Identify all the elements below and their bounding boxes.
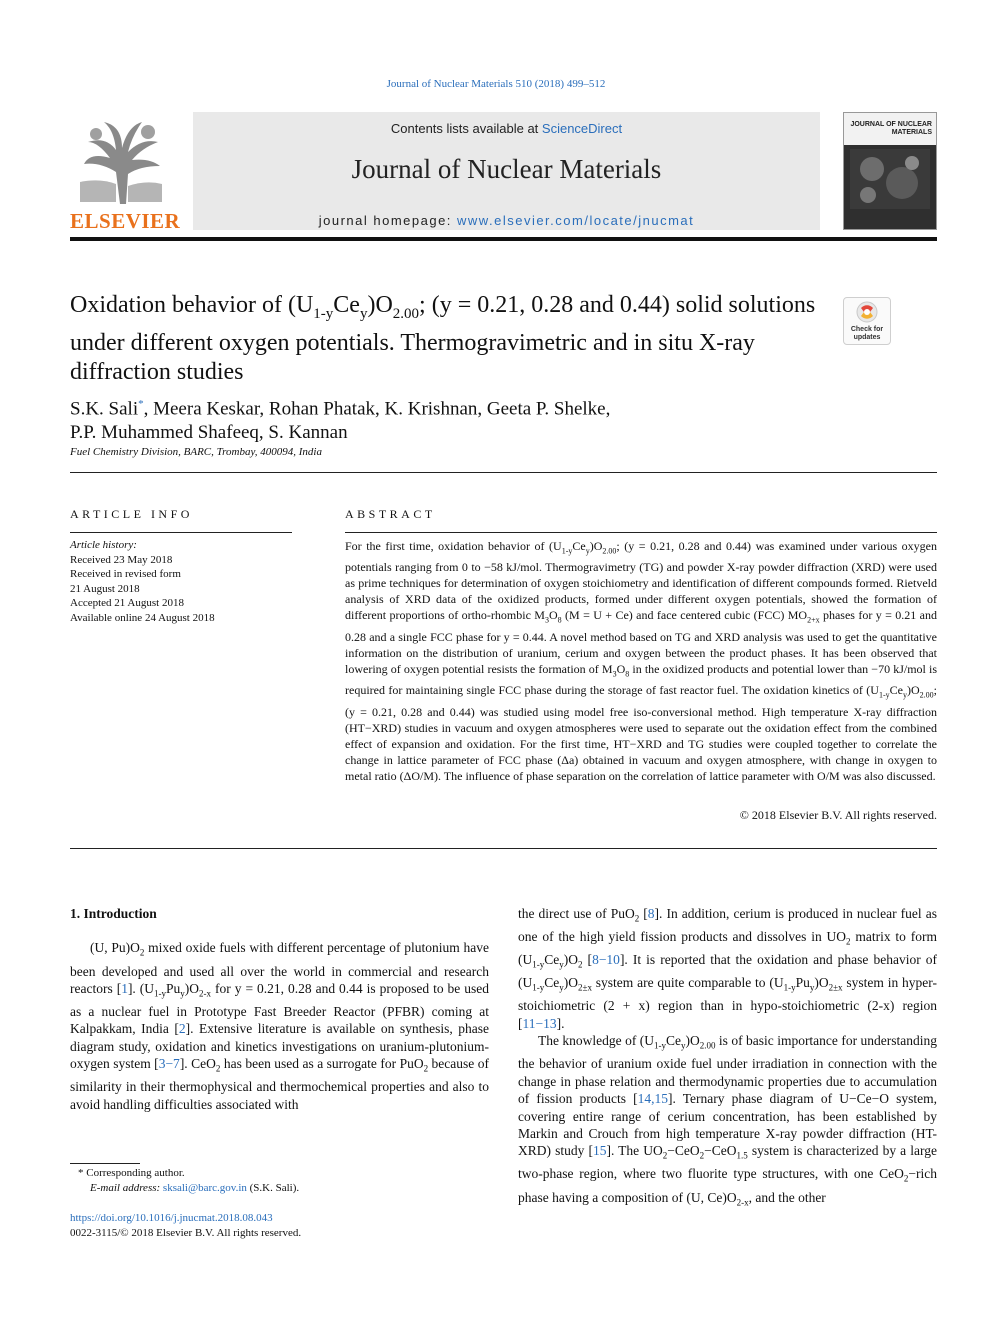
publisher-name: ELSEVIER — [70, 209, 181, 233]
elsevier-logo — [70, 112, 181, 233]
check-updates-label: Check for updates — [850, 326, 884, 341]
journal-homepage — [193, 213, 820, 228]
co-authors-line2: P.P. Muhammed Shafeeq, S. Kannan — [70, 422, 348, 444]
abstract-end-rule — [70, 848, 937, 849]
sciencedirect-link[interactable]: ScienceDirect — [541, 121, 623, 136]
history-title: Article history: — [70, 539, 137, 551]
tree-logo-icon — [70, 112, 172, 208]
email-line — [70, 1181, 490, 1196]
doi-block — [70, 1211, 301, 1241]
check-for-updates-button[interactable] — [843, 297, 891, 345]
abstract-text: For the first time, oxidation behavior of $(U_{1-y}Ce_y)O_{2.00}$; (y = 0.21, 0.28 and 0.44) was examined under various oxygen potentials ranging from 0 to −58 kJ/mol. Thermogravimetry (TG) and powder X-ray powder diffraction (XRD) were used as prime techniques for determination of oxygen stoichiometry and identification of different compounds formed. Rietveld analysis of XRD data of the oxidized products, formed under different oxygen potentials, showed the formation of different proportions of ortho-rhombic $M_3O_8$ (M = U + Ce) and face centered cubic (FCC) $MO_{2+x}$ phases for y = 0.21 and 0.28 and a single FCC phase for y = 0.44. A novel method based on TG and XRD analysis was used to get the quantitative information on the distribution of uranium, cerium and oxygen between the product phases. It has been observed that lowering of oxygen potential resists the formation of $M_3O_8$ in the oxidized products and potential lower than −70 kJ/mol is required for maintaining single FCC phase during the storage of fast reactor fuel. The oxidation kinetics of $(U_{1-y}Ce_y)O_{2.00}$; (y = 0.21, 0.28 and 0.44) was studied using model free iso-conversional method. High temperature X-ray diffraction (HT−XRD) studies in vacuum and oxygen atmospheres were used to separate out the oxidation effect from the combined effect of expansion and oxidation. For the first time, HT−XRD and TG studies were coupled together to correlate the change in lattice parameter of FCC phase (Δa) obtained in vacuum and oxygen atmosphere, with change in oxygen to metal ratio (ΔO/M). The influence of phase separation on the correlation of lattice parameter with O/M was also discussed. — [345, 539, 938, 783]
history-online: Available online 24 August 2018 — [70, 611, 215, 624]
doi-link[interactable]: https://doi.org/10.1016/j.jnucmat.2018.08.043 — [70, 1212, 273, 1224]
author-list — [70, 392, 870, 445]
journal-cover-thumbnail[interactable] — [843, 112, 937, 230]
email-link[interactable]: sksali@barc.gov.in — [162, 1182, 247, 1194]
ref-link[interactable]: 15 — [592, 1143, 607, 1159]
cover-title: JOURNAL OF NUCLEAR MATERIALS — [850, 121, 932, 136]
email-label: E-mail address: — [90, 1182, 163, 1194]
ref-link[interactable]: 8−10 — [592, 952, 620, 968]
contents-prefix: Contents lists available at — [390, 121, 542, 136]
corresponding-author-note: * Corresponding author. — [78, 1167, 185, 1179]
ref-link[interactable]: 14,15 — [637, 1091, 668, 1107]
section-title-introduction: 1. Introduction — [70, 906, 157, 921]
article-history — [70, 538, 320, 625]
footnote — [70, 1166, 490, 1196]
affiliation: Fuel Chemistry Division, BARC, Trombay, 400094, India — [70, 446, 322, 458]
crossmark-icon — [844, 298, 890, 326]
footnote-rule — [70, 1163, 140, 1164]
contents-line — [193, 121, 820, 136]
history-received: Received 23 May 2018 — [70, 553, 173, 566]
ref-link[interactable]: 2 — [178, 1021, 186, 1037]
history-accepted: Accepted 21 August 2018 — [70, 597, 184, 609]
body-column-left — [70, 905, 489, 1113]
journal-name: Journal of Nuclear Materials — [351, 154, 662, 184]
ref-link[interactable]: 11−13 — [522, 1015, 557, 1031]
history-revised-date: 21 August 2018 — [70, 582, 140, 595]
homepage-label: journal homepage: — [318, 213, 458, 228]
article-info-rule — [70, 532, 292, 533]
ref-link[interactable]: 3−7 — [158, 1056, 180, 1072]
corresponding-author-mark[interactable]: * — [138, 398, 144, 410]
homepage-link[interactable]: www.elsevier.com/locate/jnucmat — [457, 213, 695, 228]
email-suffix: (S.K. Sali). — [246, 1182, 300, 1194]
issn-line: 0022-3115/© 2018 Elsevier B.V. All rights reserved. — [70, 1227, 302, 1239]
ref-link[interactable]: 8 — [647, 906, 655, 921]
ref-link[interactable]: 1 — [121, 980, 128, 996]
abstract-copyright: © 2018 Elsevier B.V. All rights reserved. — [739, 808, 937, 822]
history-revised-label: Received in revised form — [70, 568, 181, 580]
article-info-heading: ARTICLE INFO — [70, 507, 193, 521]
intro-paragraph-1: (U, $Pu)O_2$ mixed oxide fuels with different percentage of plutonium have been developed and used all over the world in commercial and research reactors [1]. $(U_{1-y}Pu_y)O_{2-x}$ for y = 0.21, 0.28 and 0.44 is proposed to be used as a nuclear fuel in Prototype Fast Breeder Reactor (PFBR) coming at Kalpakkam, India [2]. Extensive literature is available on synthesis, phase diagram study, oxidation and kinetics investigations on uranium-plutonium-oxygen system [3−7]. CeO$_2$ has been used as a surrogate for PuO$_2$ because of similarity in their thermophysical and thermochemical properties and also to avoid handling difficulties associated with — [70, 940, 489, 1112]
author-link[interactable]: S.K. Sali — [70, 398, 139, 420]
title-rule — [70, 472, 937, 473]
article-title: Oxidation behavior of $(U_{1-y}Ce_y)O_{2.00}$; (y = 0.21, 0.28 and 0.44) solid solutions under different oxygen potentials. Thermogravimetric and in situ X-ray diffraction studies — [70, 292, 816, 385]
cover-image-icon — [850, 149, 930, 209]
intro-paragraph-2: The knowledge of $(U_{1-y}Ce_y)O_{2.00}$ is of basic importance for understanding the behavior of uranium oxide fuel under irradiation in connection with the change in phase relation and thermodynamic properties due to accumulation of fission products [14,15]. Ternary phase diagram of U−Ce−O system, covering entire range of cerium concentration, has been established by Markin and Crouch from high temperature X-ray powder diffraction (HT-XRD) study [15]. The $UO_2-CeO_2-CeO_{1.5}$ system is characterized by a large two-phase region, where two fluorite type structures, with one CeO$_2$−rich phase having a composition of (U, $Ce)O_{2-x}$, and the other — [518, 1033, 937, 1208]
co-authors: , Meera Keskar, Rohan Phatak, K. Krishnan, Geeta P. Shelke, — [143, 398, 611, 420]
abstract-heading: ABSTRACT — [345, 507, 436, 521]
body-column-right — [518, 905, 937, 1212]
header-rule — [70, 237, 937, 241]
intro-paragraph-1-cont: the direct use of PuO$_2$ [8]. In addition, cerium is produced in nuclear fuel as one of the high yield fission products and dissolves in $UO_2$ matrix to form $(U_{1-y}Ce_y)O_2$ [8−10]. It is reported that the oxidation and phase behavior of $(U_{1-y}Ce_y)O_{2\pm x}$ system are quite comparable to $(U_{1-y}Pu_y)O_{2\pm x}$ system in hyper-stoichiometric (2 + x) region than in hypo-stoichiometric (2-x) region [11−13]. — [518, 906, 938, 1031]
abstract-rule — [345, 532, 937, 533]
journal-citation[interactable]: Journal of Nuclear Materials 510 (2018) 499–512 — [386, 78, 606, 90]
